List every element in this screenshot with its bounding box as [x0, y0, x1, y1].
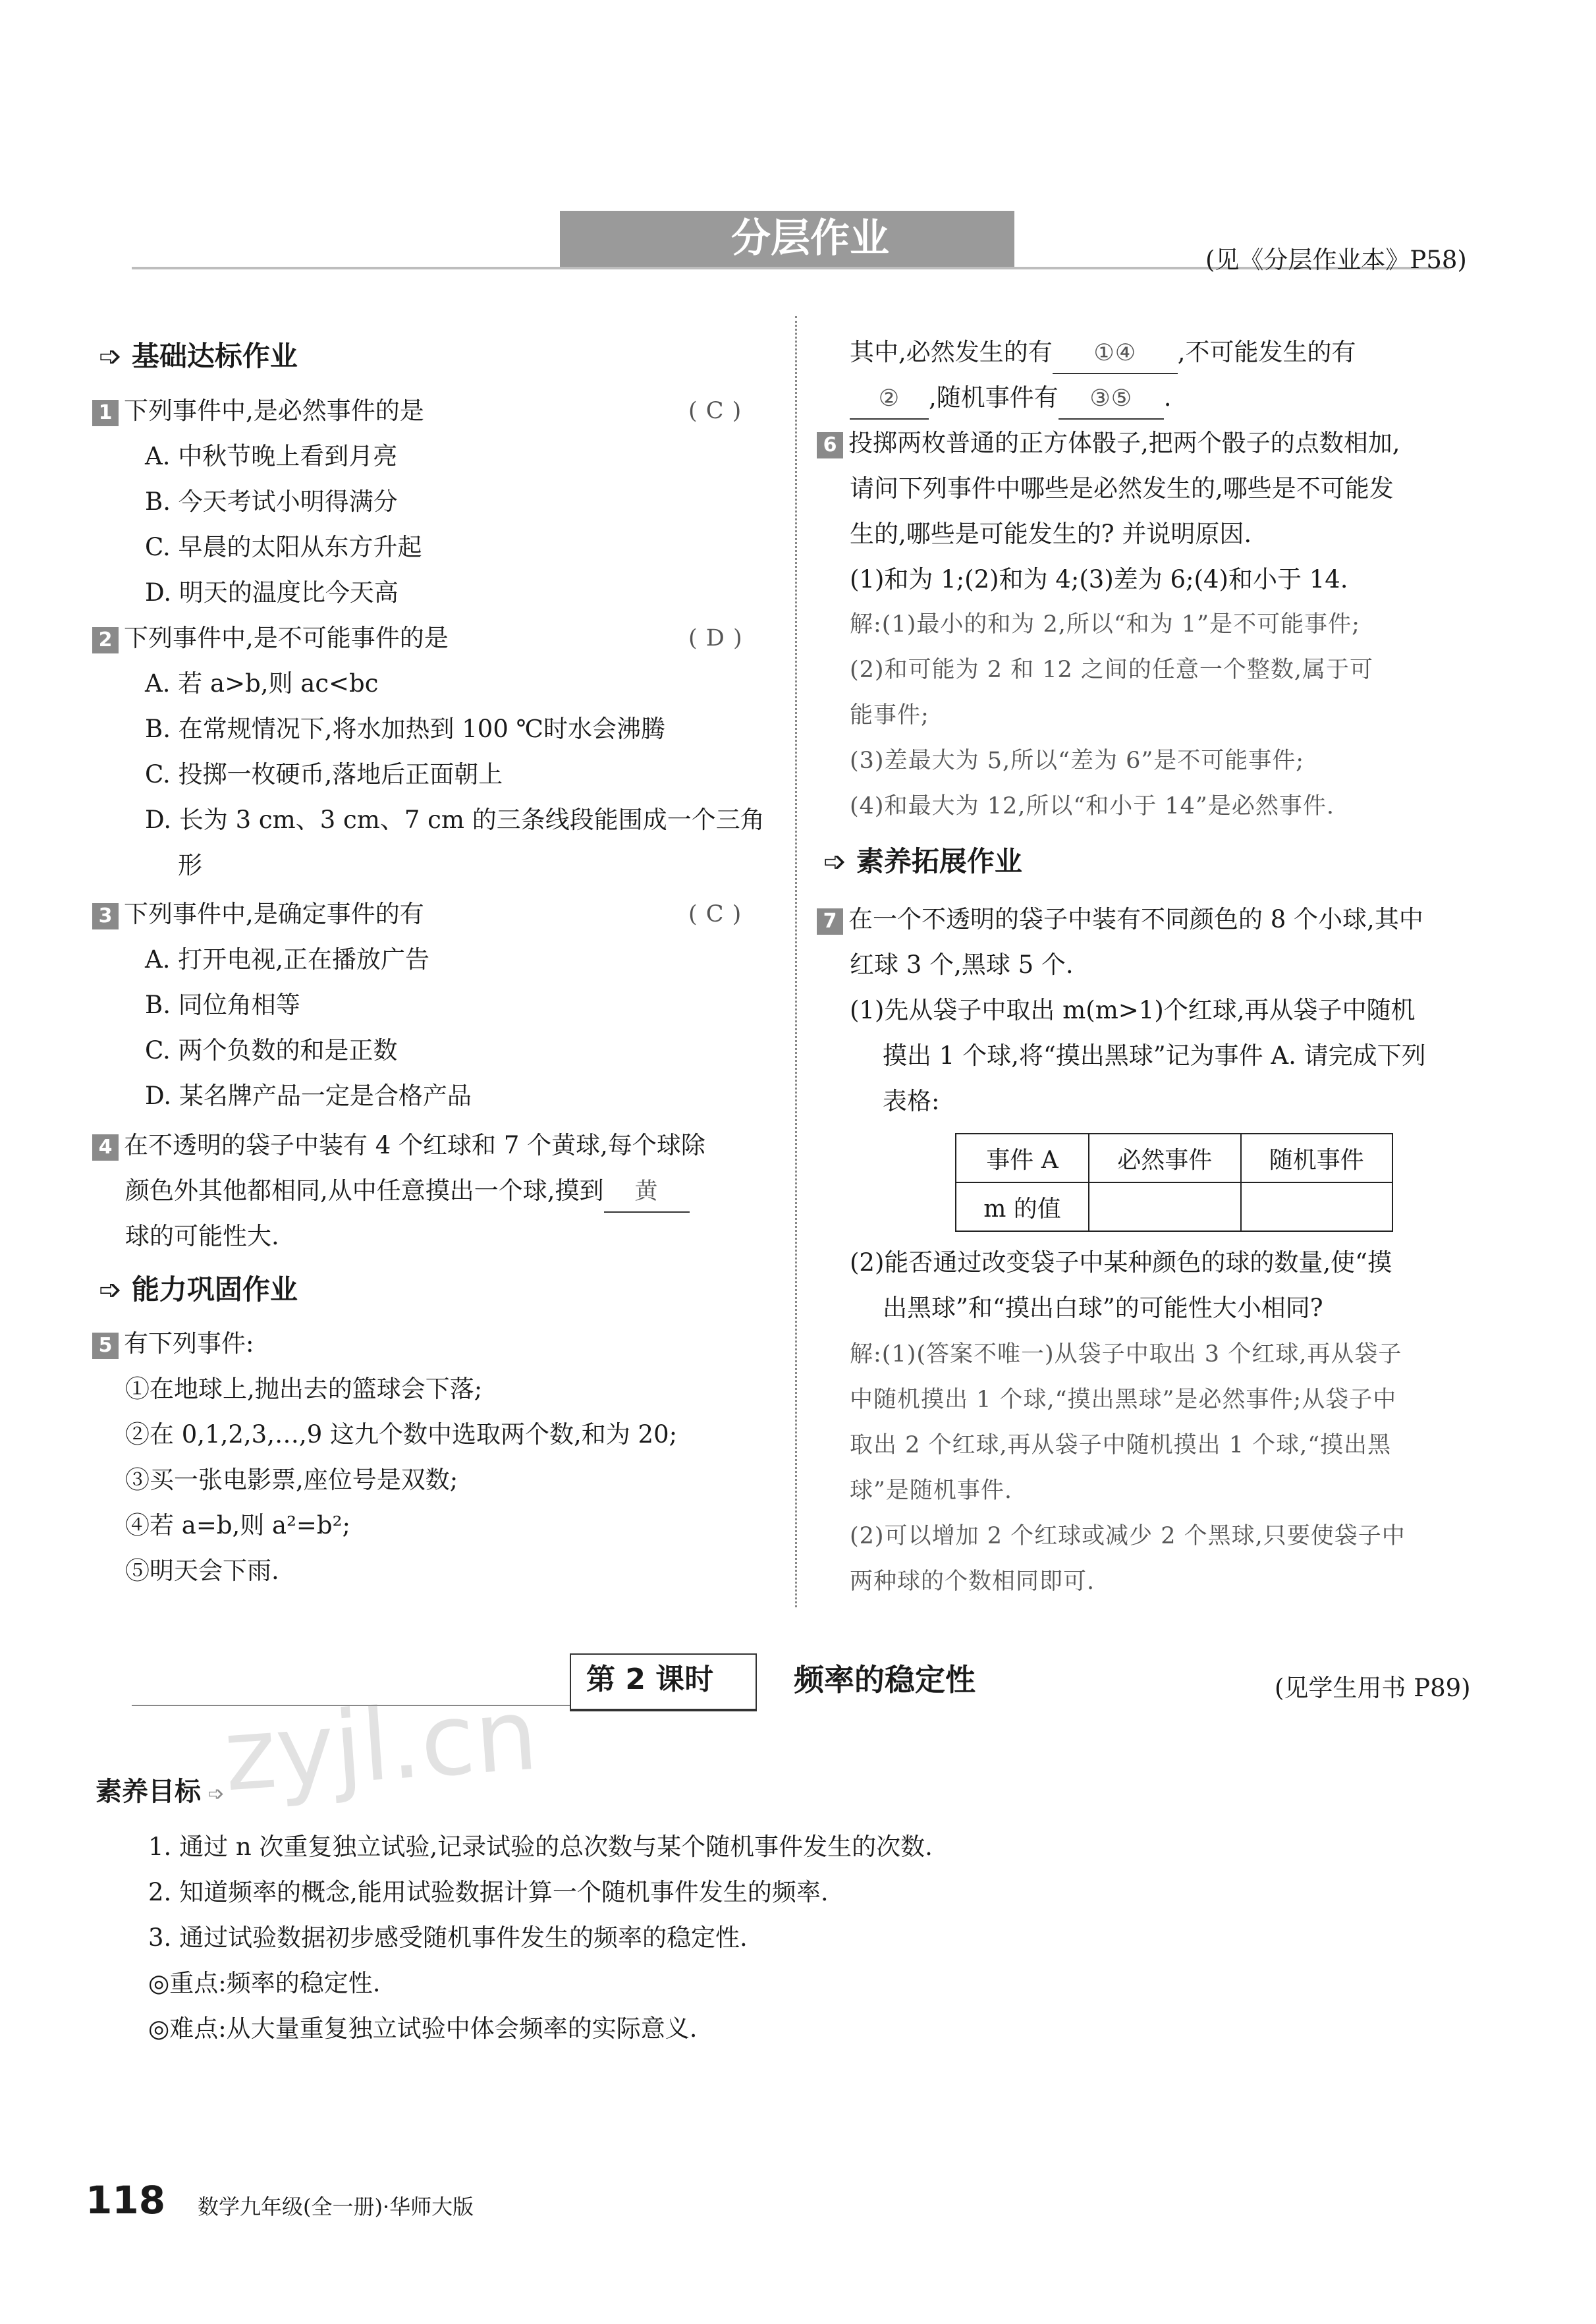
q4-blank: 黄 — [604, 1172, 690, 1213]
q5-blank-impossible: ② — [850, 379, 929, 420]
column-divider — [795, 316, 797, 1607]
table-cell — [1089, 1182, 1241, 1231]
q6-solution: 解:(1)最小的和为 2,所以“和为 1”是不可能事件; — [850, 611, 1360, 638]
q6: 6 投掷两枚普通的正方体骰子,把两个骰子的点数相加, — [817, 424, 1400, 463]
goal-item: 2. 知道频率的概念,能用试验数据计算一个随机事件发生的频率. — [148, 1878, 829, 1906]
q5: 5 有下列事件: — [92, 1324, 254, 1364]
section-basic-title: ➩ 基础达标作业 — [99, 340, 298, 372]
q7-part1: 表格: — [883, 1087, 940, 1115]
lesson-ref: (见学生用书 P89) — [1275, 1674, 1471, 1702]
q3-option: D. 某名牌产品一定是合格产品 — [145, 1082, 472, 1110]
table-cell: m 的值 — [956, 1182, 1089, 1231]
header-banner-label: 分层作业 — [731, 215, 889, 262]
q3-option: B. 同位角相等 — [145, 991, 300, 1019]
arrow-icon: ➩ — [823, 845, 856, 877]
q5-blank-certain: ①④ — [1053, 333, 1178, 374]
table-header: 随机事件 — [1241, 1134, 1393, 1182]
arrow-icon: ➩ — [201, 1783, 225, 1806]
goal-item: 3. 通过试验数据初步感受随机事件发生的频率的稳定性. — [148, 1923, 748, 1952]
q7-solution: (2)可以增加 2 个红球或减少 2 个黑球,只要使袋子中 — [850, 1523, 1406, 1549]
q5-cont-line1: 其中,必然发生的有 ①④ ,不可能发生的有 — [850, 333, 1356, 374]
q5-item: ⑤明天会下雨. — [125, 1557, 279, 1585]
goal-item: ◎难点:从大量重复独立试验中体会频率的实际意义. — [148, 2014, 698, 2043]
goals-label: 素养目标 ➩ — [96, 1777, 225, 1807]
q7-part1: 摸出 1 个球,将“摸出黑球”记为事件 A. 请完成下列 — [883, 1041, 1426, 1070]
page-number: 118 — [86, 2178, 166, 2223]
arrow-icon: ➩ — [99, 340, 132, 372]
q6-line: (1)和为 1;(2)和为 4;(3)差为 6;(4)和小于 14. — [850, 565, 1348, 594]
q7-solution: 两种球的个数相同即可. — [850, 1568, 1095, 1595]
q5-item: ②在 0,1,2,3,…,9 这九个数中选取两个数,和为 20; — [125, 1420, 678, 1449]
arrow-icon: ➩ — [99, 1273, 132, 1306]
table-cell — [1241, 1182, 1393, 1231]
q1-answer: ( C ) — [688, 398, 742, 424]
q5-cont-line2: ② ,随机事件有 ③⑤ . — [850, 378, 1172, 420]
table-header: 必然事件 — [1089, 1134, 1241, 1182]
q7-table — [955, 1133, 1393, 1232]
q3-option: C. 两个负数的和是正数 — [145, 1036, 398, 1065]
q6-solution: (2)和可能为 2 和 12 之间的任意一个整数,属于可 — [850, 657, 1374, 683]
q3: 3 下列事件中,是确定事件的有 — [92, 895, 424, 934]
q2-option: 形 — [178, 851, 202, 879]
goal-item: 1. 通过 n 次重复独立试验,记录试验的总次数与某个随机事件发生的次数. — [148, 1833, 933, 1861]
q3-option: A. 打开电视,正在播放广告 — [145, 945, 430, 974]
q6-solution: 能事件; — [850, 702, 929, 729]
footer-book: 数学九年级(全一册)·华师大版 — [198, 2194, 474, 2219]
q7-part2: 出黑球”和“摸出白球”的可能性大小相同? — [883, 1294, 1323, 1322]
q7-part2: (2)能否通过改变袋子中某种颜色的球的数量,使“摸 — [850, 1248, 1392, 1277]
q2-option: A. 若 a>b,则 ac<bc — [145, 669, 379, 698]
section-extend-title: ➩ 素养拓展作业 — [823, 845, 1022, 877]
q7-part1: (1)先从袋子中取出 m(m>1)个红球,再从袋子中随机 — [850, 996, 1416, 1024]
q4: 4 在不透明的袋子中装有 4 个红球和 7 个黄球,每个球除 — [92, 1126, 705, 1165]
q2-answer: ( D ) — [688, 625, 743, 651]
q1-option: B. 今天考试小明得满分 — [145, 487, 398, 516]
q4-line2: 颜色外其他都相同,从中任意摸出一个球,摸到 黄 — [125, 1171, 690, 1213]
q2: 2 下列事件中,是不可能事件的是 — [92, 619, 449, 658]
q2-option: D. 长为 3 cm、3 cm、7 cm 的三条线段能围成一个三角 — [145, 806, 765, 834]
q6-solution: (3)差最大为 5,所以“差为 6”是不可能事件; — [850, 748, 1305, 774]
q3-answer: ( C ) — [688, 901, 742, 927]
q6-line: 请问下列事件中哪些是必然发生的,哪些是不可能发 — [850, 474, 1394, 503]
q7-solution: 球”是随机事件. — [850, 1478, 1013, 1504]
q7-solution: 中随机摸出 1 个球,“摸出黑球”是必然事件;从袋子中 — [850, 1387, 1397, 1413]
q5-item: ④若 a=b,则 a²=b²; — [125, 1511, 350, 1539]
q1-option: A. 中秋节晚上看到月亮 — [145, 442, 398, 470]
q6-solution: (4)和最大为 12,所以“和小于 14”是必然事件. — [850, 793, 1335, 819]
q7-solution: 解:(1)(答案不唯一)从袋子中取出 3 个红球,再从袋子 — [850, 1341, 1402, 1368]
lesson-title: 频率的稳定性 — [794, 1662, 976, 1698]
q7-line: 红球 3 个,黑球 5 个. — [850, 951, 1074, 979]
q1-option: C. 早晨的太阳从东方升起 — [145, 533, 422, 561]
q2-option: C. 投掷一枚硬币,落地后正面朝上 — [145, 760, 503, 788]
q2-option: B. 在常规情况下,将水加热到 100 ℃时水会沸腾 — [145, 715, 666, 743]
section-ability-title: ➩ 能力巩固作业 — [99, 1273, 298, 1306]
table-header: 事件 A — [956, 1134, 1089, 1182]
q4-line3: 球的可能性大. — [125, 1222, 279, 1250]
header-ref: (见《分层作业本》P58) — [1205, 246, 1467, 274]
q7: 7 在一个不透明的袋子中装有不同颜色的 8 个小球,其中 — [817, 900, 1423, 939]
q1-option: D. 明天的温度比今天高 — [145, 578, 399, 607]
watermark: zyjl.cn — [220, 1677, 541, 1814]
q1: 1 下列事件中,是必然事件的是 — [92, 391, 424, 431]
q7-solution: 取出 2 个红球,再从袋子中随机摸出 1 个球,“摸出黑 — [850, 1432, 1392, 1458]
q5-item: ③买一张电影票,座位号是双数; — [125, 1466, 458, 1494]
q6-line: 生的,哪些是可能发生的? 并说明原因. — [850, 520, 1252, 548]
lesson-label: 第 2 课时 — [586, 1663, 714, 1696]
goal-item: ◎重点:频率的稳定性. — [148, 1969, 381, 1997]
q5-blank-random: ③⑤ — [1059, 379, 1164, 420]
q5-item: ①在地球上,抛出去的篮球会下落; — [125, 1375, 483, 1403]
